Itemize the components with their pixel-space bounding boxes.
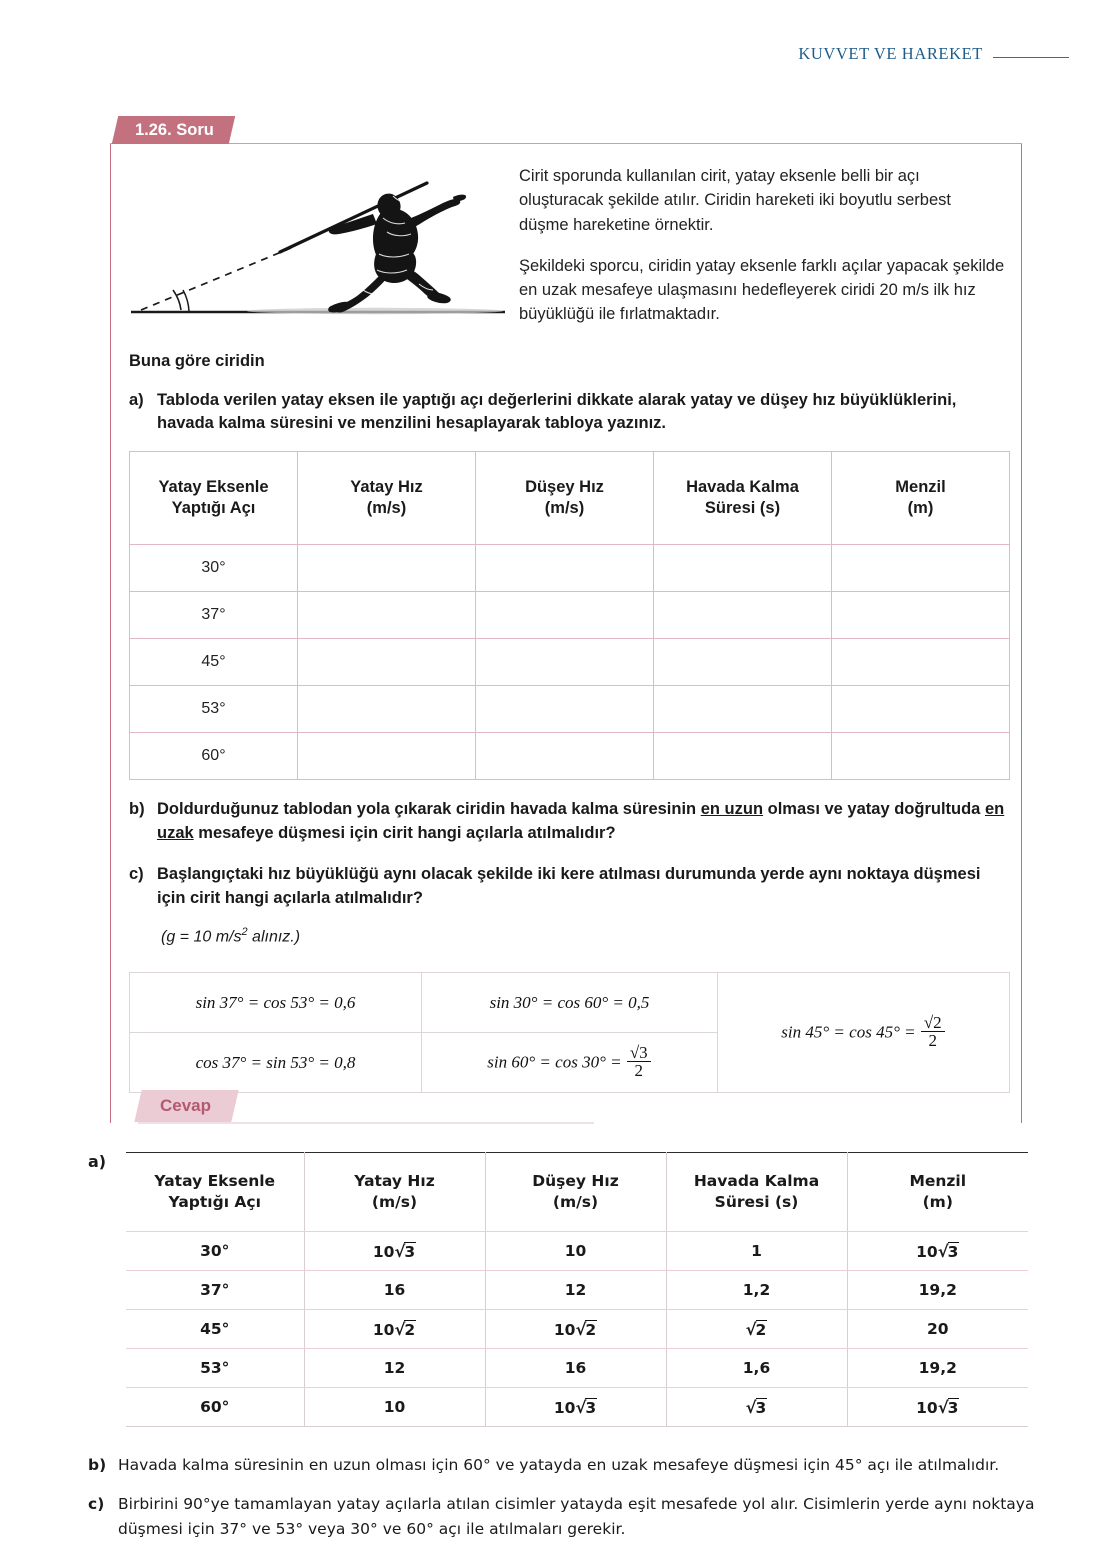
answer-table-wrap	[126, 1152, 1038, 1427]
blank-table-th-range: Menzil (m)	[832, 452, 1010, 545]
answer-notes	[88, 1453, 1038, 1542]
answer-cell-vertical-velocity: 12	[485, 1271, 666, 1310]
table-row	[130, 592, 1010, 639]
question-part-b	[129, 798, 1021, 845]
blank-cell[interactable]	[476, 733, 654, 780]
trig-sin60-prefix: sin 60° = cos 30° =	[487, 1051, 626, 1071]
answer-cell-horizontal-velocity: 16	[304, 1271, 485, 1310]
blank-cell[interactable]	[832, 733, 1010, 780]
question-intro-text	[511, 162, 1005, 344]
table-row	[126, 1388, 1028, 1427]
answer-cell-horizontal-velocity: 12	[304, 1349, 485, 1388]
answer-table-header-row	[126, 1153, 1028, 1232]
trig-sin60-numerator: √3	[629, 1042, 648, 1062]
answer-cell-vertical-velocity: 10√2	[485, 1310, 666, 1349]
answer-cell-range: 20	[847, 1310, 1028, 1349]
question-part-a-marker: a)	[129, 390, 144, 409]
answer-note-c-text: Birbirini 90°ye tamamlayan yatay açılarla atılan cisimler yatayda eşit mesafede yol alır. Cisimlerin yerde aynı noktaya düşmesi için 37° ve 53° veya 30° ve 60° açı ile atılmaları gerekir.	[118, 1495, 1035, 1539]
blank-table-wrap	[111, 435, 1021, 780]
table-row	[130, 545, 1010, 592]
answer-cell-flight-time: 1,2	[666, 1271, 847, 1310]
answer-cell-angle: 30°	[126, 1232, 304, 1271]
answer-cell-flight-time: √3	[666, 1388, 847, 1427]
part-b-seg3: mesafeye düşmesi için cirit hangi açılarla atılmalıdır?	[193, 823, 616, 842]
answer-cell-flight-time: √2	[666, 1310, 847, 1349]
trig-sin60-denominator: 2	[627, 1061, 651, 1080]
page-header-title: KUVVET VE HAREKET	[798, 44, 983, 63]
blank-row-angle: 45°	[130, 639, 298, 686]
blank-cell[interactable]	[476, 592, 654, 639]
blank-row-angle: 53°	[130, 686, 298, 733]
question-part-c-marker: c)	[129, 865, 144, 884]
answer-note-c-marker: c)	[88, 1495, 105, 1514]
blank-cell[interactable]	[832, 639, 1010, 686]
part-b-underline-en-uzun: en uzun	[700, 800, 764, 819]
question-part-a-text: Tabloda verilen yatay eksen ile yaptığı açı değerlerini dikkate alarak yatay ve düşey hız büyüklüklerini, havada kalma süresini ve menzilini hesaplayarak tabloya yazınız.	[157, 390, 957, 432]
answer-tag	[134, 1090, 238, 1122]
trig-sin60-fraction	[627, 1044, 651, 1081]
trig-cell-sin60	[422, 1033, 718, 1093]
answer-cell-vertical-velocity: 16	[485, 1349, 666, 1388]
answer-cell-range: 10√3	[847, 1232, 1028, 1271]
answer-cell-angle: 45°	[126, 1310, 304, 1349]
answer-th-vertical-velocity: Düşey Hız (m/s)	[485, 1153, 666, 1232]
answer-note-b	[88, 1453, 1038, 1478]
blank-cell[interactable]	[298, 639, 476, 686]
table-row	[126, 1232, 1028, 1271]
blank-cell[interactable]	[298, 545, 476, 592]
answer-tag-row	[110, 1090, 1022, 1126]
trig-reference-table	[129, 972, 1010, 1093]
page-running-header	[798, 44, 1069, 64]
javelin-thrower-icon	[125, 166, 511, 326]
answer-cell-range: 10√3	[847, 1388, 1028, 1427]
trig-cell-cos37: cos 37° = sin 53° = 0,8	[130, 1033, 422, 1093]
answer-cell-angle: 60°	[126, 1388, 304, 1427]
answer-th-angle: Yatay Eksenle Yaptığı Açı	[126, 1153, 304, 1232]
answer-cell-vertical-velocity: 10	[485, 1232, 666, 1271]
blank-cell[interactable]	[654, 545, 832, 592]
answer-note-b-text: Havada kalma süresinin en uzun olması için 60° ve yatayda en uzak mesafeye düşmesi için 45° açı ile atılmalıdır.	[118, 1456, 1000, 1474]
trig-sin45-numerator: √2	[923, 1012, 942, 1032]
question-part-c-text: Başlangıçtaki hız büyüklüğü aynı olacak şekilde iki kere atılması durumunda yerde aynı noktaya düşmesi için cirit hangi açılarla atılmalıdır?	[157, 865, 981, 907]
blank-cell[interactable]	[298, 686, 476, 733]
page-header-rule	[993, 57, 1069, 58]
blank-table-header-row	[130, 452, 1010, 545]
blank-answer-table	[129, 451, 1010, 780]
question-part-a	[129, 389, 1021, 436]
answer-part-a-marker: a)	[88, 1152, 107, 1171]
javelin-thrower-figure	[125, 162, 511, 326]
question-intro-row	[111, 144, 1021, 344]
answer-note-b-marker: b)	[88, 1456, 107, 1474]
blank-table-th-vertical-velocity: Düşey Hız (m/s)	[476, 452, 654, 545]
blank-table-th-horizontal-velocity: Yatay Hız (m/s)	[298, 452, 476, 545]
part-b-underline-en-uzak: en uzak	[157, 800, 1005, 842]
blank-row-angle: 30°	[130, 545, 298, 592]
part-b-seg1: Doldurduğunuz tablodan yola çıkarak ciridin havada kalma süresinin	[157, 800, 701, 819]
question-part-c	[129, 863, 1021, 910]
answer-cell-horizontal-velocity: 10√2	[304, 1310, 485, 1349]
trig-sin45-denominator: 2	[921, 1031, 945, 1050]
blank-table-th-angle: Yatay Eksenle Yaptığı Açı	[130, 452, 298, 545]
question-tag-row	[110, 116, 1022, 144]
trig-cell-sin37: sin 37° = cos 53° = 0,6	[130, 973, 422, 1033]
table-row	[126, 1310, 1028, 1349]
answer-tag-rule	[138, 1122, 594, 1124]
blank-cell[interactable]	[832, 545, 1010, 592]
question-part-b-marker: b)	[129, 800, 145, 819]
question-lead: Buna göre ciridin	[129, 351, 265, 370]
trig-sin45-fraction	[921, 1014, 945, 1051]
table-row	[130, 733, 1010, 780]
blank-cell[interactable]	[476, 686, 654, 733]
table-row	[130, 639, 1010, 686]
answer-th-flight-time: Havada Kalma Süresi (s)	[666, 1153, 847, 1232]
intro-paragraph-2: Şekildeki sporcu, ciridin yatay eksenle farklı açılar yapacak şekilde en uzak mesafeye ulaşmasını hedefleyerek ciridi 20 m/s ilk hız büyüklüğü ile fırlatmaktadır.	[519, 256, 1005, 324]
gravity-given-note	[161, 926, 1021, 946]
question-number-label: 1.26. Soru	[135, 121, 214, 139]
table-row	[130, 686, 1010, 733]
answer-table-body	[126, 1232, 1028, 1427]
blank-cell[interactable]	[832, 592, 1010, 639]
trig-sin45-prefix: sin 45° = cos 45° =	[781, 1021, 920, 1041]
blank-row-angle: 60°	[130, 733, 298, 780]
blank-cell[interactable]	[654, 592, 832, 639]
given-note-prefix: (g = 10 m/s	[161, 928, 242, 946]
blank-cell[interactable]	[476, 639, 654, 686]
part-b-seg2: olması ve yatay doğrultuda	[763, 800, 985, 819]
answer-cell-angle: 53°	[126, 1349, 304, 1388]
answer-cell-range: 19,2	[847, 1271, 1028, 1310]
question-part-b-text	[157, 798, 1007, 845]
trig-table-wrap	[111, 946, 1021, 1093]
trig-cell-sin30: sin 30° = cos 60° = 0,5	[422, 973, 718, 1033]
table-row	[126, 1349, 1028, 1388]
answer-cell-range: 19,2	[847, 1349, 1028, 1388]
answer-note-c	[88, 1492, 1038, 1542]
question-body	[110, 144, 1022, 1123]
blank-row-angle: 37°	[130, 592, 298, 639]
blank-cell[interactable]	[298, 733, 476, 780]
answer-tag-label: Cevap	[160, 1096, 212, 1115]
answer-th-range: Menzil (m)	[847, 1153, 1028, 1232]
answer-cell-vertical-velocity: 10√3	[485, 1388, 666, 1427]
answer-cell-horizontal-velocity: 10	[304, 1388, 485, 1427]
answer-area	[88, 1152, 1038, 1556]
blank-cell[interactable]	[832, 686, 1010, 733]
filled-answer-table	[126, 1152, 1028, 1427]
question-block	[110, 116, 1022, 1123]
answer-cell-horizontal-velocity: 10√3	[304, 1232, 485, 1271]
blank-cell[interactable]	[298, 592, 476, 639]
trig-cell-sin45	[718, 973, 1010, 1093]
given-note-suffix: alınız.)	[247, 928, 301, 946]
blank-cell[interactable]	[654, 733, 832, 780]
answer-th-horizontal-velocity: Yatay Hız (m/s)	[304, 1153, 485, 1232]
given-note-exponent: 2	[241, 926, 248, 939]
blank-cell[interactable]	[654, 686, 832, 733]
answer-cell-flight-time: 1,6	[666, 1349, 847, 1388]
blank-cell[interactable]	[654, 639, 832, 686]
blank-table-th-flight-time: Havada Kalma Süresi (s)	[654, 452, 832, 545]
table-row	[126, 1271, 1028, 1310]
answer-cell-angle: 37°	[126, 1271, 304, 1310]
blank-cell[interactable]	[476, 545, 654, 592]
question-number-tag	[112, 116, 235, 144]
answer-cell-flight-time: 1	[666, 1232, 847, 1271]
table-row	[130, 973, 1010, 1033]
intro-paragraph-1: Cirit sporunda kullanılan cirit, yatay eksenle belli bir açı oluşturacak şekilde atılır. Ciridin hareketi iki boyutlu serbest düşme hareketine örnektir.	[519, 167, 951, 234]
